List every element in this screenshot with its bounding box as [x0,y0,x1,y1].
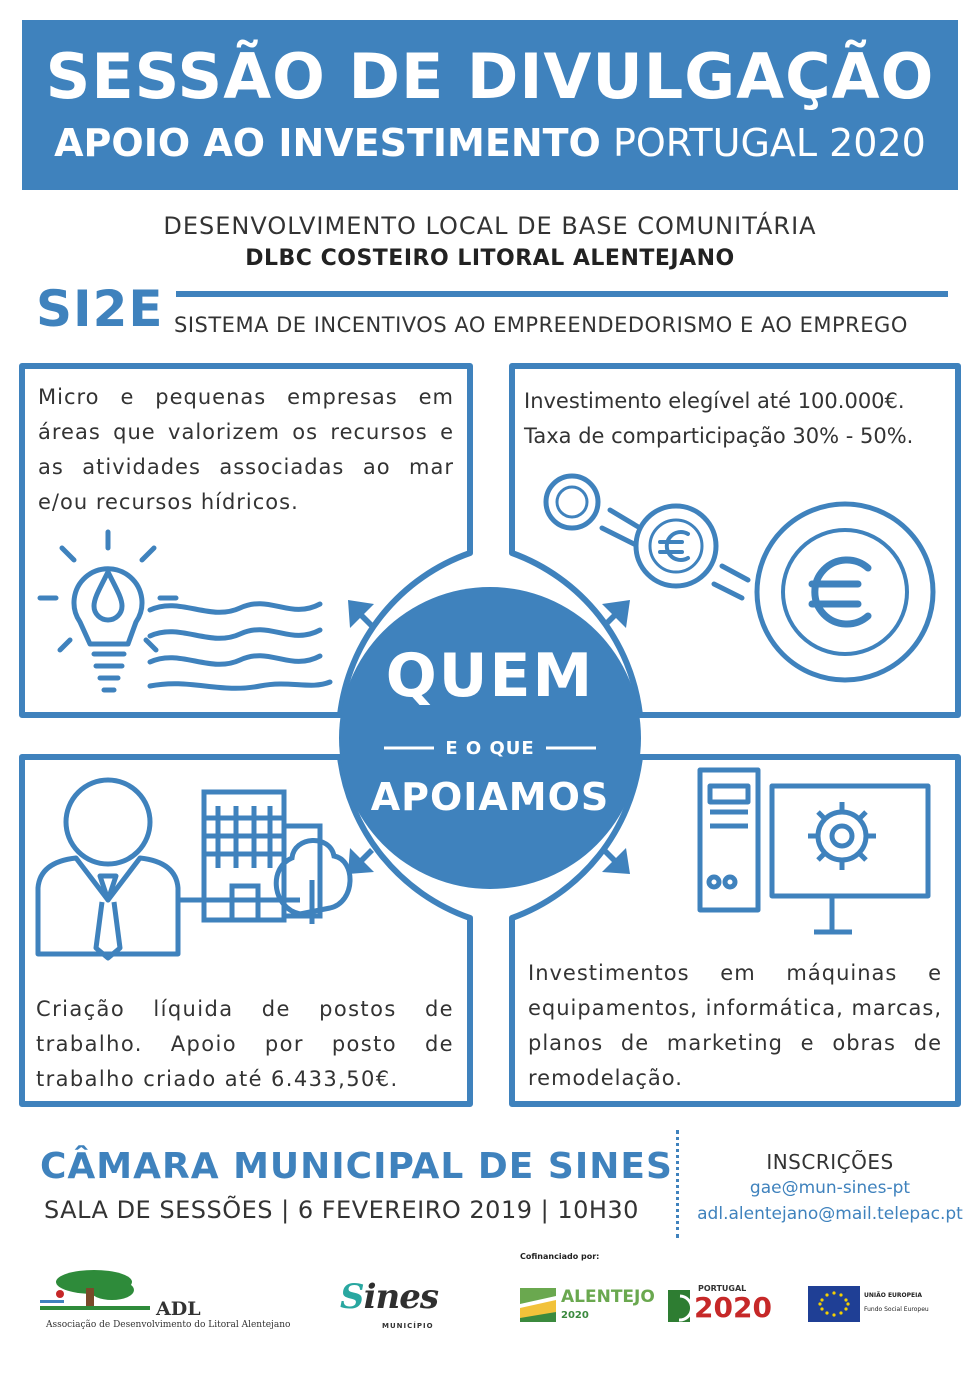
sines-logo-sub: MUNICÍPIO [382,1322,434,1330]
sines-logo [340,1277,438,1317]
si2e-acronym: SI2E [36,280,164,338]
dotted-divider [676,1130,679,1238]
quadrant-text-investment [524,384,944,454]
center-title-quem: QUEM [385,641,595,711]
computer-gear-icon [700,770,928,932]
registration-email-2[interactable]: adl.alentejano@mail.telepac.pt [697,1204,963,1224]
alentejo-logo-mark [520,1288,556,1322]
quadrant-text-jobs: Criação líquida de postos de trabalho. Apoio por posto de trabalho criado até 6.433,50€. [36,997,454,1091]
sines-logo-initial: S [340,1277,364,1317]
arrow-top-right [602,600,630,628]
alentejo-logo-year: 2020 [561,1310,589,1321]
alentejo-logo-word: ALENTEJO [561,1287,655,1307]
subtitle-bold: APOIO AO INVESTIMENTO [54,121,601,165]
investment-line-2: Taxa de comparticipação 30% - 50%. [524,424,914,448]
center-title-apoiamos: APOIAMOS [370,775,610,819]
portugal-logo-year: 2020 [694,1291,772,1324]
program-line-1: DESENVOLVIMENTO LOCAL DE BASE COMUNITÁRIA [163,212,817,240]
portugal-logo-label: PORTUGAL [698,1284,747,1293]
arrow-bottom-right [602,848,630,874]
eu-logo-line-1: UNIÃO EUROPEIA [864,1292,923,1299]
portugal-logo-mark [668,1290,692,1322]
si2e-description: SISTEMA DE INCENTIVOS AO EMPREENDEDORISMO E AO EMPREGO [174,313,908,337]
registration-title: INSCRIÇÕES [766,1150,894,1174]
quadrant-text-who: Micro e pequenas empresas em áreas que valorizem os recursos e as atividades associadas ao mar e/ou recursos hídricos. [38,385,454,514]
lightbulb-water-icon [40,532,176,690]
eu-logo-line-2: Fundo Social Europeu [864,1306,929,1313]
arrow-bottom-left [348,848,374,874]
center-title-e-o-que: E O QUE [445,738,535,759]
adl-logo-fullname: Associação de Desenvolvimento do Litoral Alentejano [46,1320,291,1330]
subtitle-light: PORTUGAL 2020 [612,121,926,165]
venue-details: SALA DE SESSÕES | 6 FEVEREIRO 2019 | 10H30 [44,1196,639,1224]
arrow-top-left [348,600,374,628]
registration-email-1[interactable]: gae@mun-sines-pt [749,1178,911,1198]
sines-logo-rest: ines [363,1277,438,1317]
program-line-2: DLBC COSTEIRO LITORAL ALENTEJANO [245,246,735,271]
eu-flag-icon [808,1286,860,1322]
waves-icon [150,604,330,689]
quadrant-text-equipment: Investimentos em máquinas e equipamentos, informática, marcas, planos de marketing e obras de remodelação. [528,961,942,1090]
tree-icon [276,840,350,924]
poster-title: SESSÃO DE DIVULGAÇÃO [45,40,935,113]
venue-name: CÂMARA MUNICIPAL DE SINES [40,1146,673,1187]
cofinanced-label: Cofinanciado por: [520,1252,600,1261]
investment-line-1: Investimento elegível até 100.000€. [524,389,905,413]
adl-logo-tree [40,1270,150,1310]
adl-logo-name: ADL [156,1298,201,1320]
businessman-icon [38,780,300,958]
